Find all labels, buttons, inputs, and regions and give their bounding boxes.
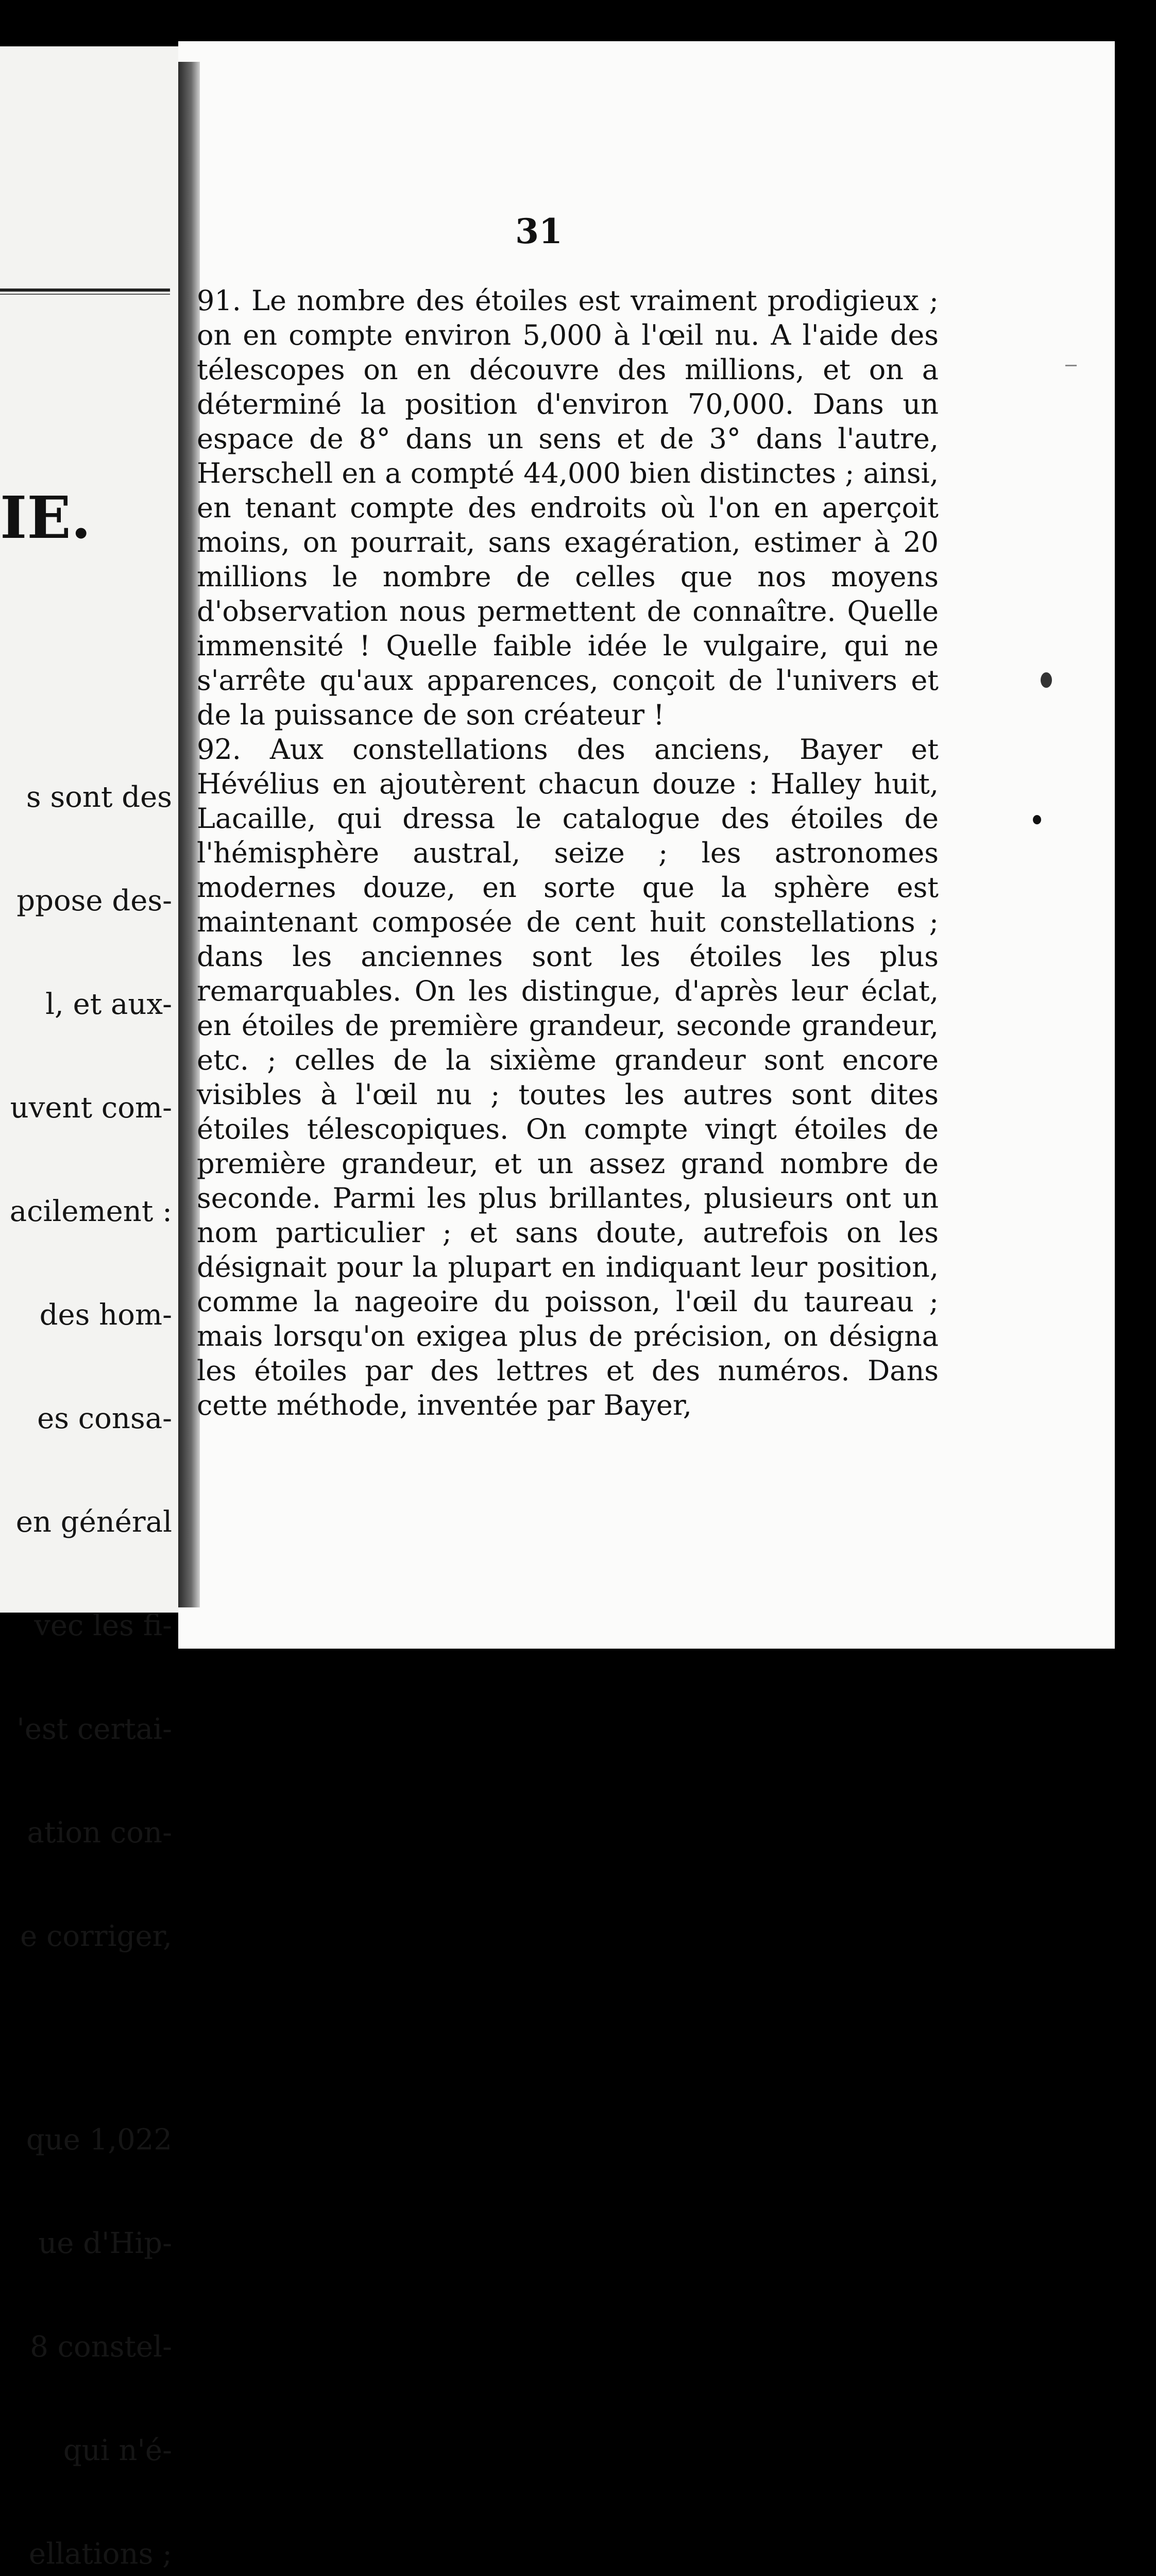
page-body <box>197 283 939 1422</box>
ink-dot <box>1033 815 1041 824</box>
left-line: que 1,022 <box>26 2123 172 2157</box>
paragraph-92: 92. Aux constellations des anciens, Bayer et Hévélius en ajoutèrent chacun douze : Halley huit, Lacaille, qui dressa le catalogue des étoiles de l'hémisphère austral, seize ; les astronomes modernes douze, en sorte que la sphère est maintenant composée de cent huit constellations ; dans les anciennes sont les étoiles les plus remarquables. On les distingue, d'après leur éclat, en étoiles de première grandeur, seconde grandeur, etc. ; celles de la sixième grandeur sont encore visibles à l'œil nu ; toutes les autres sont dites étoiles télescopiques. On compte vingt étoiles de première grandeur, et un assez grand nombre de seconde. Parmi les plus brillantes, plusieurs ont un nom particulier ; et sans doute, autrefois on les désignait pour la plupart en indiquant leur position, comme la nageoire du poisson, l'œil du taureau ; mais lorsqu'on exigea plus de précision, on désigna les étoiles par des lettres et des numéros. Dans cette méthode, inventée par Bayer, <box>197 733 939 1421</box>
left-line: 8 constel- <box>30 2330 172 2364</box>
left-line: e corriger, <box>20 1920 172 1953</box>
divider-rule <box>0 289 170 292</box>
left-line: acilement : <box>9 1195 172 1228</box>
margin-mark <box>1065 365 1077 366</box>
left-line: ation con- <box>27 1816 172 1850</box>
left-line: ue d'Hip- <box>38 2227 172 2260</box>
left-line-gap <box>10 2023 172 2054</box>
left-line: des hom- <box>39 1298 172 1332</box>
divider-rule-thin <box>0 294 170 295</box>
left-line: ppose des- <box>16 884 172 918</box>
left-line: uvent com- <box>10 1091 172 1125</box>
left-line: es consa- <box>37 1402 172 1435</box>
left-line: ellations ; <box>29 2537 172 2571</box>
left-line: vec les fi- <box>34 1609 172 1642</box>
left-page-text <box>10 711 172 2576</box>
right-page <box>178 41 1115 1649</box>
left-line: l, et aux- <box>45 988 172 1021</box>
left-page-heading: IE. <box>0 484 91 552</box>
left-line: qui n'é- <box>63 2434 172 2467</box>
ink-blot <box>1041 672 1052 688</box>
left-line: en général <box>15 1505 172 1539</box>
paragraph-91: 91. Le nombre des étoiles est vraiment prodigieux ; on en compte environ 5,000 à l'œil nu. A l'aide des télescopes on en découvre des millions, et on a déterminé la position d'environ 70,000. Dans un espace de 8° dans un sens et de 3° dans l'autre, Herschell en a compté 44,000 bien distinctes ; ainsi, en tenant compte des endroits où l'on en aperçoit moins, on pourrait, sans exagération, estimer à 20 millions le nombre de celles que nos moyens d'observation nous permettent de connaître. Quelle immensité ! Quelle faible idée le vulgaire, qui ne s'arrête qu'aux apparences, conçoit de l'univers et de la puissance de son créateur ! <box>197 284 939 731</box>
left-page <box>0 46 185 2571</box>
left-line: s sont des <box>26 781 172 814</box>
left-line: 'est certai- <box>16 1713 172 1746</box>
page-number: 31 <box>515 211 563 251</box>
